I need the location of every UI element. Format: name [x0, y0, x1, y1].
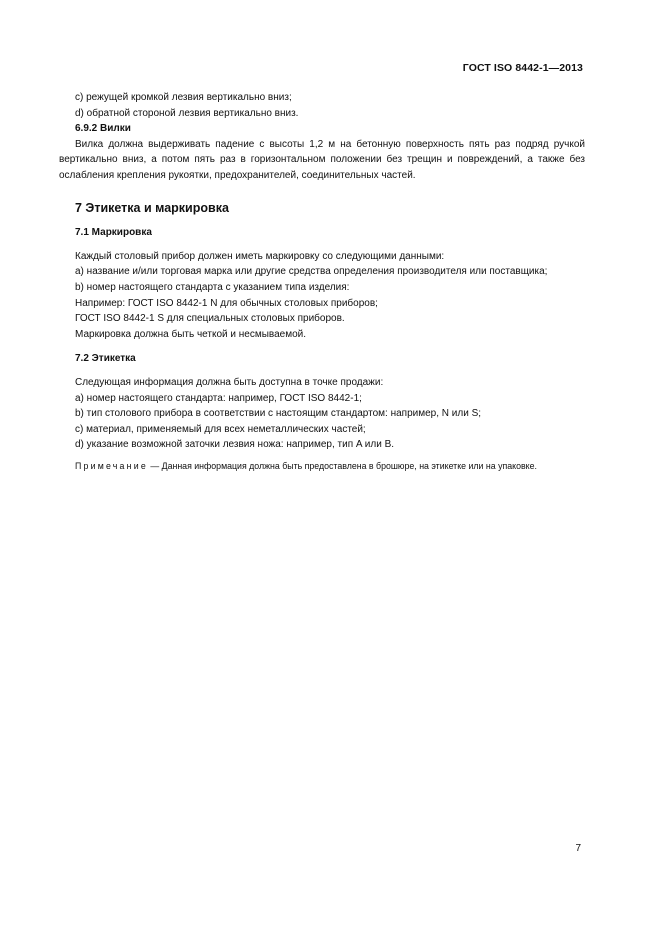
list-item-7-2-b: b) тип столового прибора в соответствии с настоящим стандартом: например, N или S; [75, 408, 482, 420]
paragraph-7-1-intro: Каждый столовый прибор должен иметь маркировку со следующими данными: [75, 250, 445, 262]
heading-7-2: 7.2 Этикетка [75, 353, 136, 365]
list-item-d: d) обратной стороной лезвия вертикально вниз. [75, 107, 299, 119]
note [59, 459, 585, 473]
list-item-7-2-d: d) указание возможной заточки лезвия ножа: например, тип A или B. [75, 439, 395, 451]
standard-code-header: ГОСТ ISO 8442-1—2013 [462, 62, 583, 74]
document-body [59, 90, 585, 473]
list-item-7-2-c: c) материал, применяемый для всех неметаллических частей; [75, 423, 366, 435]
list-item-c: c) режущей кромкой лезвия вертикально вниз; [75, 92, 292, 103]
heading-7-1: 7.1 Маркировка [75, 227, 152, 239]
note-text: — Данная информация должна быть предоставлена в брошюре, на этикетке или на упаковке. [147, 460, 537, 471]
paragraph-7-1-end: Маркировка должна быть четкой и несмываемой. [75, 328, 307, 340]
note-label: Примечание [75, 460, 148, 471]
list-item-7-1-a: a) название и/или торговая марка или другие средства определения производителя или поставщика; [75, 266, 548, 278]
page-number: 7 [575, 843, 581, 854]
list-item-7-1-b: b) номер настоящего стандарта с указанием типа изделия: [75, 281, 350, 293]
paragraph-7-2-intro: Следующая информация должна быть доступна в точке продажи: [75, 376, 384, 388]
section-heading-7: 7 Этикетка и маркировка [75, 200, 229, 215]
example-line-1: Например: ГОСТ ISO 8442-1 N для обычных столовых приборов; [75, 297, 378, 309]
paragraph-6-9-2: Вилка должна выдерживать падение с высоты 1,2 м на бетонную поверхность пять раз подряд ручкой вертикально вниз, а потом пять раз в горизонтальном положении без трещин и повреждений, а также без ослабления крепления рукоятки, предохранителей, соединительных частей. [59, 138, 585, 181]
example-line-2: ГОСТ ISO 8442-1 S для специальных столовых приборов. [75, 313, 345, 325]
list-item-7-2-a: a) номер настоящего стандарта: например, ГОСТ ISO 8442-1; [75, 392, 362, 404]
heading-6-9-2: 6.9.2 Вилки [75, 123, 131, 135]
